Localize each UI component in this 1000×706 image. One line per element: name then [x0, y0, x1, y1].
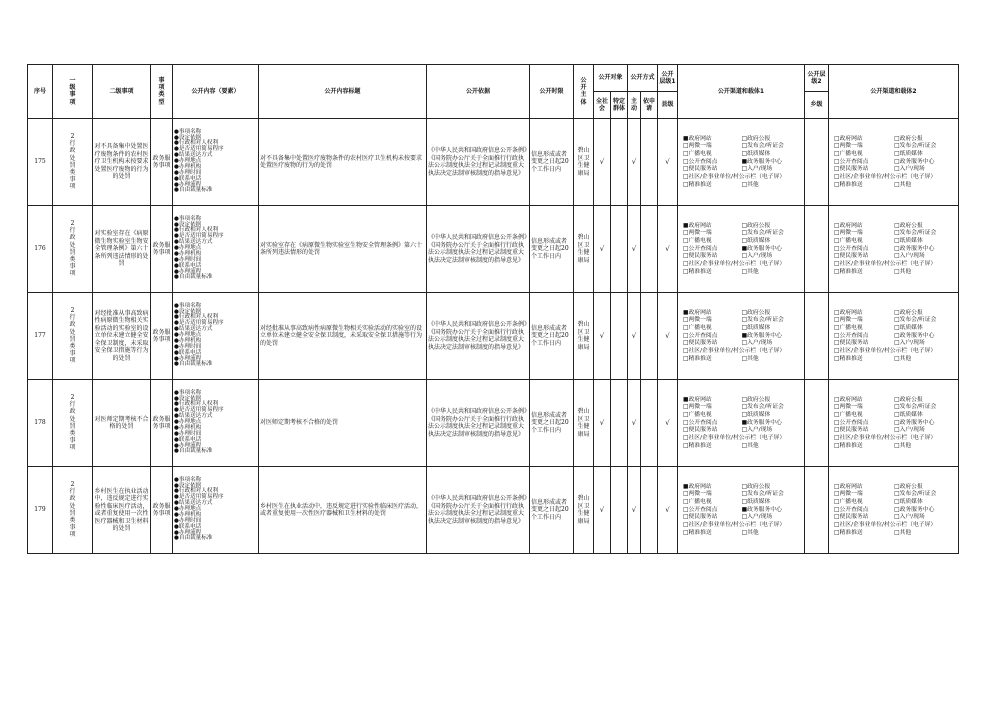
- row-basis: 《中华人民共和国政府信息公开条例》《国务院办公厅关于全面推行行政执法公示制度执法全过程记录制度重大执法决定法制审核制度的指导意见》: [427, 119, 530, 206]
- channel-option: □政府公报: [741, 396, 771, 403]
- row-subject: 碧山区卫生健康局: [574, 119, 594, 206]
- channel-option: □其他: [741, 268, 759, 275]
- channel-option: □其他: [894, 181, 912, 188]
- channel-option: □广播电视: [683, 412, 712, 419]
- channel-option: □发布会/听证会: [894, 317, 937, 324]
- row-title: 对实验室存在《病原微生物实验室生物安全管理条例》第六十条所列违法情形的处罚: [259, 206, 427, 293]
- channel-option: □精准推送: [683, 529, 712, 536]
- row-channels2: [829, 119, 959, 206]
- row-content-items: [173, 119, 259, 206]
- header-content: 公开内容（要素）: [173, 65, 259, 119]
- content-item: ●办理地点: [174, 158, 202, 165]
- content-item: ●是否适用简易程序: [174, 407, 224, 414]
- channel-option: □政府公报: [894, 222, 923, 229]
- channel-option: □社区/企事业单位/村公示栏（电子屏）: [834, 260, 937, 267]
- row-time: 信息形成或者变更之日起20个工作日内: [530, 467, 574, 554]
- content-item: ●自由裁量标准: [174, 361, 213, 368]
- header-basis: 公开依据: [427, 65, 530, 119]
- channel-option: □公开查阅点: [683, 419, 718, 426]
- row-time: 信息形成或者变更之日起20个工作日内: [530, 119, 574, 206]
- channel-option: □纸质媒体: [894, 151, 923, 158]
- channel-option: □精准推送: [834, 268, 863, 275]
- header-time: 公开时限: [530, 65, 574, 119]
- channel-option: ■政务服务中心: [741, 332, 782, 339]
- channel-option: □便民服务站: [834, 340, 869, 347]
- channel-option: □纸质媒体: [894, 325, 923, 332]
- row-channels2: [829, 206, 959, 293]
- content-item: ●结果送达方式: [174, 239, 213, 246]
- channel-option: □社区/企事业单位/村公示栏（电子屏）: [683, 347, 786, 354]
- channel-option: □两微一端: [683, 491, 712, 498]
- content-item: ●办理时间: [174, 517, 202, 524]
- row-title: 对医师定期考核不合格的处罚: [259, 380, 427, 467]
- row-level2: 对医师定期考核不合格的处罚: [93, 380, 151, 467]
- row-time: 信息形成或者变更之日起20个工作日内: [530, 380, 574, 467]
- channel-option: □发布会/听证会: [741, 230, 784, 237]
- content-item: ●是否适用简易程序: [174, 320, 224, 327]
- table-row: [28, 467, 959, 554]
- channel-option: □两微一端: [834, 143, 863, 150]
- channel-option: □便民服务站: [834, 166, 869, 173]
- row-content-items: [173, 293, 259, 380]
- row-basis: 《中华人民共和国政府信息公开条例》《国务院办公厅关于全面推行行政执法公示制度执法全过程记录制度重大执法决定法制审核制度的指导意见》: [427, 293, 530, 380]
- channel-option: □公开查阅点: [683, 245, 718, 252]
- row-channels1: [678, 380, 805, 467]
- row-type: 政务服务事项: [151, 467, 173, 554]
- channel-option: □纸质媒体: [741, 238, 771, 245]
- row-channels1: [678, 206, 805, 293]
- channel-option: □入户/现场: [741, 514, 773, 521]
- check-all-public: √: [594, 380, 611, 467]
- row-subject: 碧山区卫生健康局: [574, 467, 594, 554]
- channel-option: □精准推送: [834, 181, 863, 188]
- check-township: [805, 467, 829, 554]
- channel-option: □其他: [894, 268, 912, 275]
- content-item: ●办理时间: [174, 256, 202, 263]
- channel-option: ■政府网站: [683, 396, 712, 403]
- channel-option: □入户/现场: [741, 427, 773, 434]
- header-channel1: 公开渠道和载体1: [678, 65, 805, 119]
- channel-option: □两微一端: [834, 230, 863, 237]
- channel-option: □便民服务站: [834, 253, 869, 260]
- channel-option: □入户/现场: [741, 253, 773, 260]
- content-item: ●是否适用简易程序: [174, 146, 224, 153]
- channel-option: □精准推送: [683, 355, 712, 362]
- channel-option: □广播电视: [683, 151, 712, 158]
- content-item: ●结果送达方式: [174, 152, 213, 159]
- content-item: ●事项名称: [174, 476, 202, 483]
- header-object-specific: 特定群体: [611, 92, 628, 119]
- content-item: ●联系电话: [174, 349, 202, 356]
- content-item: ●办理机构: [174, 511, 202, 518]
- channel-option: □精准推送: [683, 442, 712, 449]
- channel-option: □便民服务站: [683, 340, 718, 347]
- check-all-public: √: [594, 119, 611, 206]
- row-content-items: [173, 467, 259, 554]
- check-county: √: [658, 119, 678, 206]
- content-item: ●办理时间: [174, 343, 202, 350]
- row-level1: 2行政处罚类事项: [53, 119, 93, 206]
- channel-option: □精准推送: [683, 268, 712, 275]
- content-item: ●自由裁量标准: [174, 448, 213, 455]
- disclosure-table: [27, 64, 959, 554]
- channel-option: □政府网站: [834, 222, 863, 229]
- channel-option: □社区/企事业单位/村公示栏（电子屏）: [683, 521, 786, 528]
- content-item: ●结果送达方式: [174, 413, 213, 420]
- channel-option: □纸质媒体: [894, 238, 923, 245]
- channel-option: □政府网站: [834, 309, 863, 316]
- content-item: ●是否适用简易程序: [174, 494, 224, 501]
- content-item: ●自由裁量标准: [174, 535, 213, 542]
- channel-option: □入户/现场: [894, 514, 925, 521]
- check-township: [805, 293, 829, 380]
- channel-option: □精准推送: [683, 181, 712, 188]
- check-specific-group: [611, 206, 628, 293]
- content-item: ●办理机构: [174, 250, 202, 257]
- channel-option: □政务服务中心: [894, 245, 935, 252]
- channel-option: □公开查阅点: [683, 158, 718, 165]
- row-no: 177: [28, 293, 53, 380]
- channel-option: □政府公报: [741, 309, 771, 316]
- channel-option: □广播电视: [834, 499, 863, 506]
- row-level1: 2行政处罚类事项: [53, 467, 93, 554]
- channel-option: □其他: [741, 181, 759, 188]
- content-item: ●行政相对人权利: [174, 314, 219, 321]
- table-row: [28, 380, 959, 467]
- check-active: √: [628, 380, 641, 467]
- channel-option: ■政务服务中心: [741, 506, 782, 513]
- channel-option: □公开查阅点: [834, 245, 869, 252]
- check-apply: [641, 380, 658, 467]
- channel-option: □广播电视: [683, 238, 712, 245]
- channel-option: ■政务服务中心: [741, 419, 782, 426]
- check-county: √: [658, 293, 678, 380]
- check-active: √: [628, 206, 641, 293]
- row-level1: 2行政处罚类事项: [53, 293, 93, 380]
- row-level2: 对实验室存在《病原微生物实验室生物安全管理条例》第六十条所列违法情形的处罚: [93, 206, 151, 293]
- content-item: ●行政相对人权利: [174, 401, 219, 408]
- table-row: [28, 206, 959, 293]
- channel-option: □社区/企事业单位/村公示栏（电子屏）: [834, 173, 937, 180]
- channel-option: □其他: [894, 355, 912, 362]
- check-apply: [641, 467, 658, 554]
- channel-option: □纸质媒体: [894, 499, 923, 506]
- channel-option: □入户/现场: [894, 166, 925, 173]
- row-time: 信息形成或者变更之日起20个工作日内: [530, 206, 574, 293]
- row-subject: 碧山区卫生健康局: [574, 380, 594, 467]
- row-basis: 《中华人民共和国政府信息公开条例》《国务院办公厅关于全面推行行政执法公示制度执法全过程记录制度重大执法决定法制审核制度的指导意见》: [427, 206, 530, 293]
- row-time: 信息形成或者变更之日起20个工作日内: [530, 293, 574, 380]
- content-item: ●办理地点: [174, 419, 202, 426]
- header-method-active: 主动: [628, 92, 641, 119]
- channel-option: □纸质媒体: [741, 412, 771, 419]
- channel-option: □便民服务站: [834, 514, 869, 521]
- channel-option: ■政府网站: [683, 135, 712, 142]
- content-item: ●办理时间: [174, 169, 202, 176]
- channel-option: □两微一端: [683, 143, 712, 150]
- channel-option: □入户/现场: [894, 253, 925, 260]
- channel-option: □公开查阅点: [683, 506, 718, 513]
- channel-option: □发布会/听证会: [741, 143, 784, 150]
- channel-option: □发布会/听证会: [741, 404, 784, 411]
- row-subject: 碧山区卫生健康局: [574, 206, 594, 293]
- check-all-public: √: [594, 206, 611, 293]
- row-channels1: [678, 467, 805, 554]
- row-level2: 对不具备集中处置医疗废物条件的农村医疗卫生机构未按要求处置医疗废物的行为的处罚: [93, 119, 151, 206]
- row-title: 对不具备集中处置医疗废物条件的农村医疗卫生机构未按要求处置医疗废物的行为的处罚: [259, 119, 427, 206]
- row-level2: 对经批准从事高致病性病原微生物相关实验活动的实验室的设立单位未建立健全安全保卫制度，未采取安全保卫措施等行为的处罚: [93, 293, 151, 380]
- channel-option: ■政府网站: [683, 483, 712, 490]
- channel-option: □政府网站: [834, 483, 863, 490]
- channel-option: □便民服务站: [683, 427, 718, 434]
- header-object: 公开对象: [594, 65, 628, 92]
- channel-option: □其他: [741, 355, 759, 362]
- channel-option: □入户/现场: [894, 427, 925, 434]
- row-type: 政务服务事项: [151, 119, 173, 206]
- channel-option: □政务服务中心: [894, 332, 935, 339]
- channel-option: □便民服务站: [683, 253, 718, 260]
- content-item: ●设定依据: [174, 482, 202, 489]
- channel-option: □政务服务中心: [894, 419, 935, 426]
- channel-option: □政府网站: [834, 135, 863, 142]
- content-item: ●办理机构: [174, 424, 202, 431]
- channel-option: □发布会/听证会: [741, 317, 784, 324]
- channel-option: □发布会/听证会: [894, 404, 937, 411]
- channel-option: □政府公报: [894, 309, 923, 316]
- content-item: ●是否适用简易程序: [174, 233, 224, 240]
- content-item: ●办理机构: [174, 337, 202, 344]
- channel-option: □便民服务站: [683, 514, 718, 521]
- header-title: 公开内容标题: [259, 65, 427, 119]
- row-title: 对经批准从事高致病性病原微生物相关实验活动的实验室的设立单位未建立健全安全保卫制度，未采取安全保卫措施等行为的处罚: [259, 293, 427, 380]
- channel-option: □政务服务中心: [894, 506, 935, 513]
- check-apply: [641, 206, 658, 293]
- header-channel2: 公开渠道和载体2: [829, 65, 959, 119]
- channel-option: □便民服务站: [834, 427, 869, 434]
- check-township: [805, 206, 829, 293]
- content-item: ●设定依据: [174, 395, 202, 402]
- channel-option: □政府公报: [741, 222, 771, 229]
- check-apply: [641, 119, 658, 206]
- content-item: ●联系电话: [174, 436, 202, 443]
- content-item: ●行政相对人权利: [174, 140, 219, 147]
- check-all-public: √: [594, 293, 611, 380]
- channel-option: □便民服务站: [683, 166, 718, 173]
- channel-option: □政府公报: [894, 396, 923, 403]
- channel-option: □广播电视: [683, 325, 712, 332]
- channel-option: □公开查阅点: [834, 332, 869, 339]
- channel-option: □社区/企事业单位/村公示栏（电子屏）: [834, 521, 937, 528]
- channel-option: □其他: [894, 442, 912, 449]
- row-level1: 2行政处罚类事项: [53, 206, 93, 293]
- channel-option: □发布会/听证会: [741, 491, 784, 498]
- check-specific-group: [611, 467, 628, 554]
- header-method-apply: 依申请: [641, 92, 658, 119]
- channel-option: □其他: [741, 529, 759, 536]
- content-item: ●办理时间: [174, 430, 202, 437]
- channel-option: □公开查阅点: [834, 158, 869, 165]
- content-item: ●行政相对人权利: [174, 227, 219, 234]
- channel-option: □社区/企事业单位/村公示栏（电子屏）: [834, 347, 937, 354]
- check-active: √: [628, 293, 641, 380]
- check-specific-group: [611, 119, 628, 206]
- row-channels2: [829, 380, 959, 467]
- header-level1: 一级事项: [53, 65, 93, 119]
- row-channels1: [678, 293, 805, 380]
- row-channels2: [829, 467, 959, 554]
- row-no: 179: [28, 467, 53, 554]
- header-no: 序号: [28, 65, 53, 119]
- channel-option: □发布会/听证会: [894, 230, 937, 237]
- channel-option: □两微一端: [834, 404, 863, 411]
- row-channels2: [829, 293, 959, 380]
- content-item: ●办理流程: [174, 355, 202, 362]
- content-item: ●事项名称: [174, 389, 202, 396]
- content-item: ●办理地点: [174, 506, 202, 513]
- channel-option: □两微一端: [683, 404, 712, 411]
- channel-option: □公开查阅点: [834, 419, 869, 426]
- channel-option: □政府公报: [741, 135, 771, 142]
- check-all-public: √: [594, 467, 611, 554]
- check-apply: [641, 293, 658, 380]
- check-county: √: [658, 380, 678, 467]
- channel-option: □入户/现场: [741, 166, 773, 173]
- header-object-all: 全社会: [594, 92, 611, 119]
- content-item: ●办理地点: [174, 332, 202, 339]
- content-item: ●事项名称: [174, 302, 202, 309]
- header-layer1-county: 县级: [658, 92, 678, 119]
- channel-option: □两微一端: [683, 230, 712, 237]
- row-basis: 《中华人民共和国政府信息公开条例》《国务院办公厅关于全面推行行政执法公示制度执法全过程记录制度重大执法决定法制审核制度的指导意见》: [427, 380, 530, 467]
- channel-option: □社区/企事业单位/村公示栏（电子屏）: [683, 260, 786, 267]
- check-active: √: [628, 119, 641, 206]
- header-layer2-township: 乡级: [805, 92, 829, 119]
- header-level2: 二级事项: [93, 65, 151, 119]
- check-specific-group: [611, 380, 628, 467]
- row-type: 政务服务事项: [151, 206, 173, 293]
- channel-option: □发布会/听证会: [894, 143, 937, 150]
- content-item: ●联系电话: [174, 523, 202, 530]
- channel-option: □纸质媒体: [741, 325, 771, 332]
- channel-option: □两微一端: [683, 317, 712, 324]
- channel-option: □两微一端: [834, 317, 863, 324]
- content-item: ●结果送达方式: [174, 326, 213, 333]
- channel-option: □发布会/听证会: [894, 491, 937, 498]
- channel-option: □纸质媒体: [741, 499, 771, 506]
- check-township: [805, 380, 829, 467]
- row-no: 176: [28, 206, 53, 293]
- row-level2: 乡村医生在执业活动中，违反规定进行实验性临床医疗活动，或者重复使用一次性医疗器械和卫生材料的处罚: [93, 467, 151, 554]
- check-county: √: [658, 206, 678, 293]
- content-item: ●办理流程: [174, 268, 202, 275]
- content-item: ●联系电话: [174, 175, 202, 182]
- content-item: ●办理地点: [174, 245, 202, 252]
- content-item: ●联系电话: [174, 262, 202, 269]
- content-item: ●自由裁量标准: [174, 274, 213, 281]
- table-row: [28, 119, 959, 206]
- content-item: ●办理流程: [174, 181, 202, 188]
- check-county: √: [658, 467, 678, 554]
- channel-option: ■政府网站: [683, 222, 712, 229]
- content-item: ●办理流程: [174, 442, 202, 449]
- content-item: ●结果送达方式: [174, 500, 213, 507]
- content-item: ●设定依据: [174, 134, 202, 141]
- row-no: 178: [28, 380, 53, 467]
- row-title: 乡村医生在执业活动中，违反规定进行实验性临床医疗活动，或者重复使用一次性医疗器械和卫生材料的处罚: [259, 467, 427, 554]
- channel-option: □精准推送: [834, 442, 863, 449]
- header-type: 事项类型: [151, 65, 173, 119]
- table-row: [28, 293, 959, 380]
- row-content-items: [173, 380, 259, 467]
- channel-option: □政府公报: [741, 483, 771, 490]
- row-type: 政务服务事项: [151, 293, 173, 380]
- check-township: [805, 119, 829, 206]
- row-basis: 《中华人民共和国政府信息公开条例》《国务院办公厅关于全面推行行政执法公示制度执法全过程记录制度重大执法决定法制审核制度的指导意见》: [427, 467, 530, 554]
- header-method: 公开方式: [628, 65, 658, 92]
- channel-option: □其他: [894, 529, 912, 536]
- channel-option: □纸质媒体: [894, 412, 923, 419]
- channel-option: □广播电视: [683, 499, 712, 506]
- row-no: 175: [28, 119, 53, 206]
- content-item: ●事项名称: [174, 215, 202, 222]
- channel-option: □广播电视: [834, 238, 863, 245]
- channel-option: □广播电视: [834, 151, 863, 158]
- content-item: ●行政相对人权利: [174, 488, 219, 495]
- channel-option: □社区/企事业单位/村公示栏（电子屏）: [683, 173, 786, 180]
- channel-option: ■政务服务中心: [741, 245, 782, 252]
- content-item: ●设定依据: [174, 221, 202, 228]
- header-layer1: 公开层级1: [658, 65, 678, 92]
- channel-option: □政务服务中心: [894, 158, 935, 165]
- channel-option: □公开查阅点: [834, 506, 869, 513]
- channel-option: □其他: [741, 442, 759, 449]
- channel-option: □广播电视: [834, 325, 863, 332]
- channel-option: ■政务服务中心: [741, 158, 782, 165]
- header-subject: 公开主体: [574, 65, 594, 119]
- header-layer2: 公开层级2: [805, 65, 829, 92]
- row-level1: 2行政处罚类事项: [53, 380, 93, 467]
- content-item: ●办理流程: [174, 529, 202, 536]
- row-content-items: [173, 206, 259, 293]
- channel-option: □公开查阅点: [683, 332, 718, 339]
- channel-option: □纸质媒体: [741, 151, 771, 158]
- channel-option: □入户/现场: [741, 340, 773, 347]
- content-item: ●自由裁量标准: [174, 187, 213, 194]
- content-item: ●事项名称: [174, 128, 202, 135]
- channel-option: □社区/企事业单位/村公示栏（电子屏）: [834, 434, 937, 441]
- row-channels1: [678, 119, 805, 206]
- content-item: ●设定依据: [174, 308, 202, 315]
- channel-option: □社区/企事业单位/村公示栏（电子屏）: [683, 434, 786, 441]
- check-specific-group: [611, 293, 628, 380]
- check-active: √: [628, 467, 641, 554]
- channel-option: □政府公报: [894, 483, 923, 490]
- channel-option: □精准推送: [834, 355, 863, 362]
- channel-option: □政府公报: [894, 135, 923, 142]
- row-subject: 碧山区卫生健康局: [574, 293, 594, 380]
- row-type: 政务服务事项: [151, 380, 173, 467]
- channel-option: ■政府网站: [683, 309, 712, 316]
- content-item: ●办理机构: [174, 163, 202, 170]
- channel-option: □广播电视: [834, 412, 863, 419]
- channel-option: □两微一端: [834, 491, 863, 498]
- channel-option: □入户/现场: [894, 340, 925, 347]
- channel-option: □政府网站: [834, 396, 863, 403]
- channel-option: □精准推送: [834, 529, 863, 536]
